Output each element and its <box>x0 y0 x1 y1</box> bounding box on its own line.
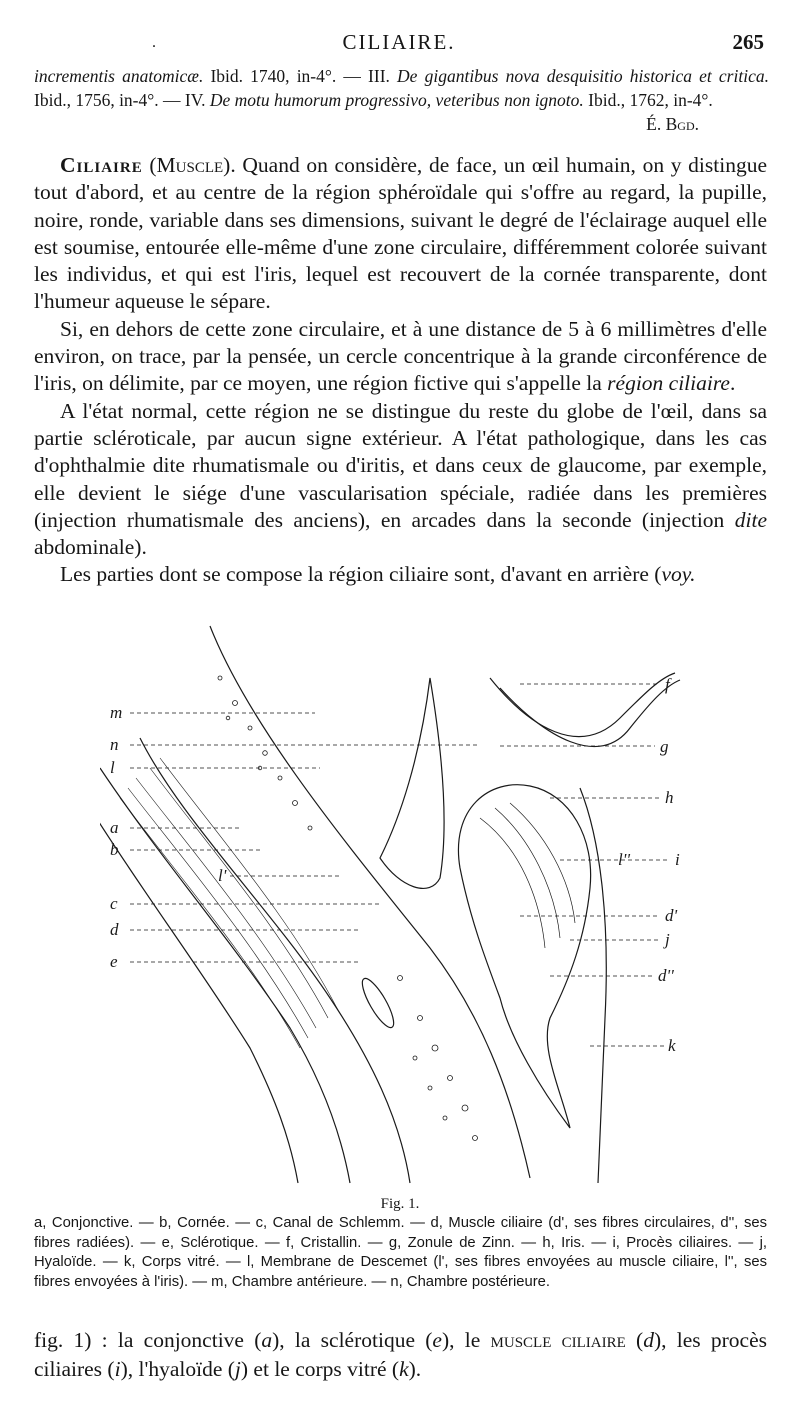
fig-label-m: m <box>110 703 123 722</box>
headword-qualifier: (Muscle). <box>149 153 236 177</box>
figure-caption-title: Fig. 1. <box>380 1196 420 1212</box>
cornea-inner-edge <box>140 738 410 1183</box>
fig-label-f: f <box>665 675 670 694</box>
final-it-a: a <box>261 1328 273 1352</box>
final-text-g: ) et le corps vitré ( <box>240 1357 400 1381</box>
final-text-c: ), le <box>441 1328 491 1352</box>
running-title: CILIAIRE. <box>342 30 456 54</box>
page-number: 265 <box>732 30 764 54</box>
hyaloid-line <box>580 788 606 1183</box>
paragraph-2-text: Si, en dehors de cette zone circulaire, et à une distance de 5 à 6 millimètres d'elle environ, on trace, par la pensée, un cercle concentrique à la grande circonférence de l'iris, on délimite, par ce moyen, une région fictive qui s'appelle la <box>34 316 767 396</box>
fig-label-d-second: d'' <box>658 966 674 985</box>
schlemm-canal <box>357 975 399 1031</box>
fig-label-d: d <box>110 920 119 939</box>
biblio-title-1: incrementis anatomicæ. <box>34 66 204 86</box>
final-text-b: ), la sclérotique ( <box>272 1328 433 1352</box>
paragraph-4-italic: voy. <box>661 562 696 587</box>
figure-caption: a, Conjonctive. — b, Cornée. — c, Canal de Schlemm. — d, Muscle ciliaire (d', ses fibres circulaires, d'', ses fibres radiées). — e, Sclérotique. — f, Cristallin. — g, Zonule de Zinn. — h, Iris. — i, Procès ciliaires. — j, Hyaloïde. — k, Corps vitré. — l, Membrane de Descemet (l', ses fibres envoyées au muscle ciliaire, l'', ses fibres envoyées à l'iris). — m, Chambre antérieure. — n, Chambre postérieure. <box>34 1215 767 1290</box>
iris-shape <box>380 678 444 888</box>
paragraph-1-text: Quand on considère, de face, un œil humain, on y distingue tout d'abord, et au centre de la région sphéroïdale qui s'offre au regard, la pupille, noire, ronde, variable dans ses dimensions, suivant le degré de l'éclairage auquel elle est soumise, entourée elle-même d'une zone circulaire, différemment colorée suivant les individus, et qui est l'iris, lequel est recouvert de la cornée transparente, dont l'humeur aqueuse le sépare. <box>34 153 768 314</box>
paragraph-2 <box>34 316 767 398</box>
biblio-title-3: De motu humorum progressivo, veteribus non ignoto. <box>209 90 584 110</box>
biblio-ref-2: Ibid., 1756, in-4°. — IV. <box>34 90 210 110</box>
biblio-title-2: De gigantibus nova desquisitio historica et critica. <box>397 66 769 86</box>
fig-label-i: i <box>675 850 680 869</box>
fig-label-d-prime: d' <box>665 906 678 925</box>
paragraph-4-text: Les parties dont se compose la région ciliaire sont, d'avant en arrière ( <box>60 562 662 587</box>
final-text-e: ), les procès ciliaires ( <box>34 1328 767 1381</box>
fig-label-h: h <box>665 788 674 807</box>
paragraph-3 <box>34 398 767 562</box>
fig-label-g: g <box>660 737 669 756</box>
ciliary-region-illustration <box>100 618 700 1193</box>
ciliary-processes <box>458 785 590 1128</box>
fig-label-c: c <box>110 894 118 913</box>
fig-label-l-prime: l' <box>218 866 227 885</box>
final-paragraph <box>34 1326 767 1384</box>
zonule-curve <box>500 680 680 747</box>
headword: Ciliaire <box>60 153 143 177</box>
final-it-e: i <box>114 1357 121 1381</box>
lens-curve <box>490 673 675 737</box>
running-header <box>34 30 764 56</box>
paragraph-4 <box>34 561 767 588</box>
header-dot: . <box>152 34 156 51</box>
final-text-h: ). <box>408 1357 422 1381</box>
final-text-a: fig. 1) : la conjonctive ( <box>34 1328 262 1352</box>
bibliography-continuation <box>34 64 769 136</box>
final-it-d: d <box>643 1328 654 1352</box>
fig-label-k: k <box>668 1036 676 1055</box>
final-text-d: ( <box>625 1328 644 1352</box>
paragraph-1 <box>34 152 767 316</box>
paragraph-2-italic: région ciliaire <box>607 371 730 396</box>
fig-label-l-second: l'' <box>618 850 630 869</box>
paragraph-3-text: A l'état normal, cette région ne se distingue du reste du globe de l'œil, dans sa partie scléroticale, par aucun signe extérieur. A l'état pathologique, dans les cas d'ophthalmie dite rhumatismale ou d'iritis, et dans ceux de glaucome, par exemple, elle devient le siége d'une vascularisation spéciale, radiée dans les premières (injection rhumatismale des anciens), en arcades dans la seconde (injection <box>34 398 767 532</box>
fig-label-e: e <box>110 952 118 971</box>
biblio-ref-3: Ibid., 1762, in-4°. <box>583 90 713 110</box>
article-body <box>34 152 767 589</box>
biblio-ref-1: Ibid. 1740, in-4°. — III. <box>203 66 398 86</box>
final-it-f: j <box>234 1357 241 1381</box>
final-it-b: e <box>432 1328 442 1352</box>
fig-label-j: j <box>665 930 670 949</box>
fig-label-b: b <box>110 840 119 859</box>
sclera-line <box>100 768 350 1183</box>
final-smallcaps: muscle ciliaire <box>490 1328 626 1352</box>
paragraph-3-end: abdominale). <box>34 535 147 560</box>
fig-label-a: a <box>110 818 119 837</box>
fig-label-l: l <box>110 758 115 777</box>
paragraph-3-italic: dite <box>734 507 767 532</box>
fig-label-n: n <box>110 735 119 754</box>
author-signature: É. Bgd. <box>646 114 699 134</box>
paragraph-2-end: . <box>729 371 736 396</box>
final-it-g: k <box>399 1357 409 1381</box>
final-text-f: ), l'hyaloïde ( <box>120 1357 235 1381</box>
